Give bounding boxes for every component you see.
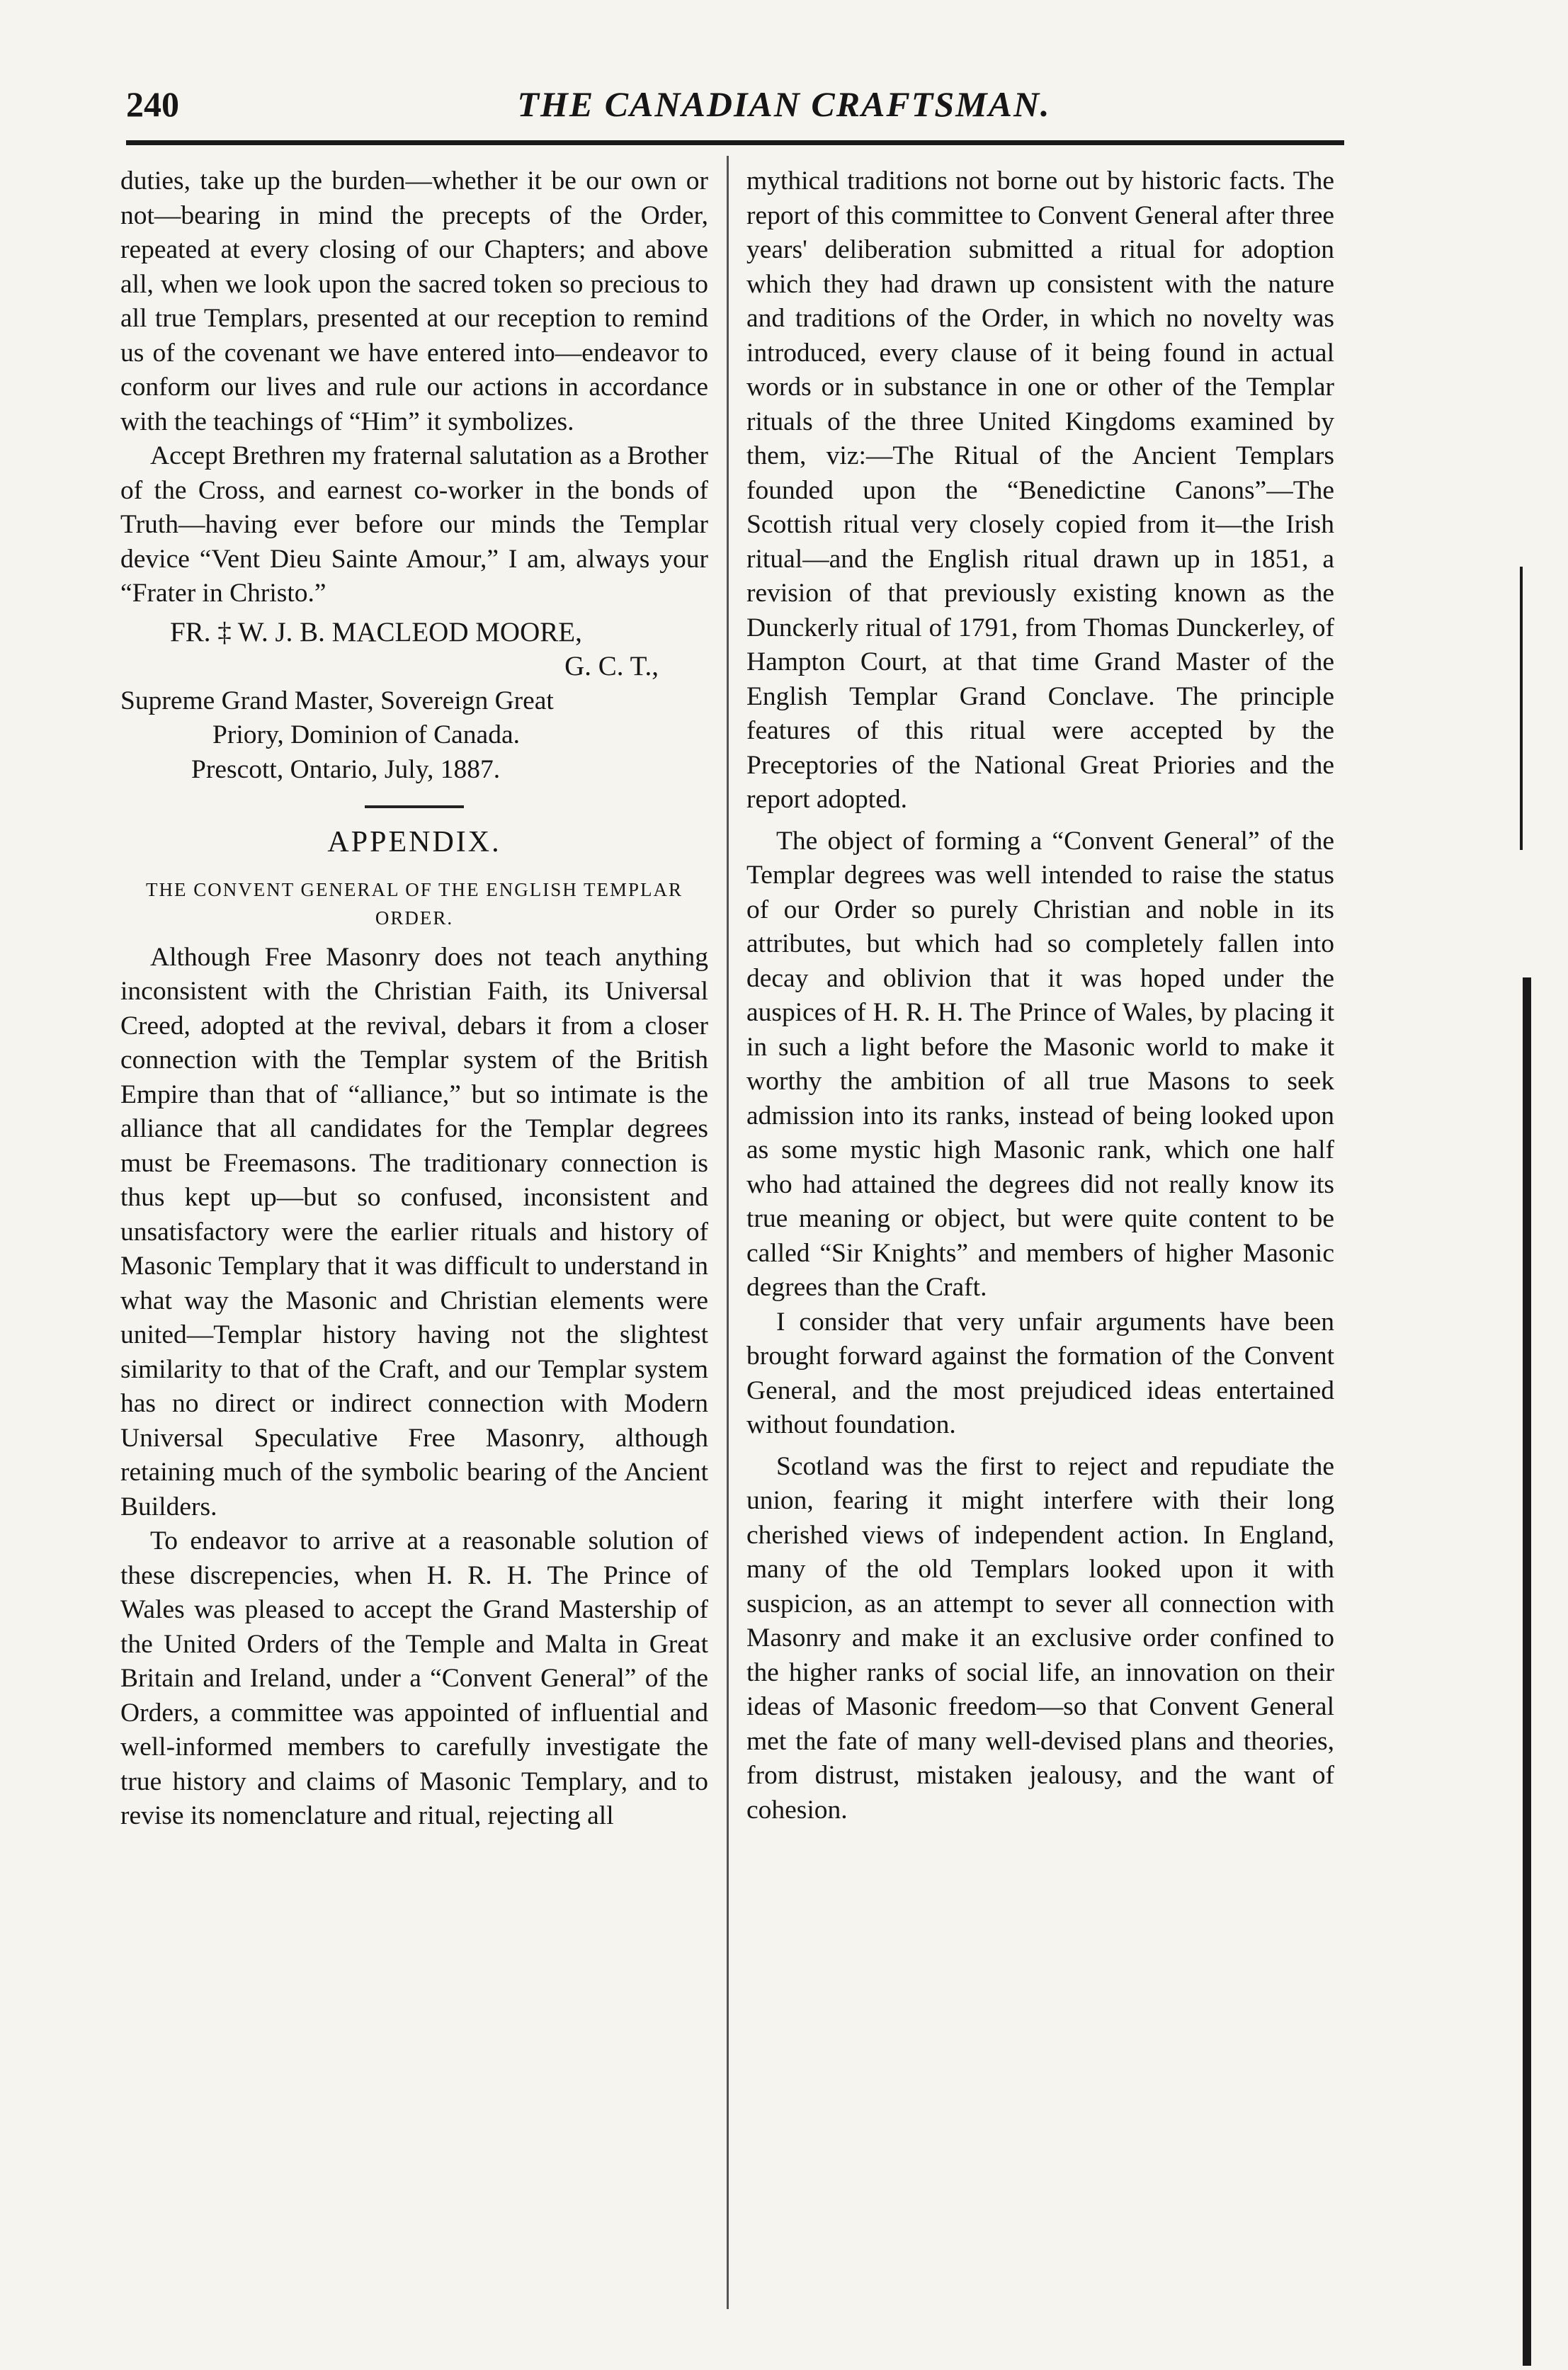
right-edge-scan-mark (1523, 977, 1531, 2366)
section-rule (365, 805, 464, 808)
left-column (120, 164, 708, 1834)
appendix-subtitle: THE CONVENT GENERAL OF THE ENGLISH TEMPLAR ORDER. (146, 878, 683, 929)
left-paragraph-4: To endeavor to arrive at a reasonable solution of these discrepencies, when H. R. H. The Prince of Wales was pleased to accept the Grand Mastership of the United Orders of the Temple and Malta in Great Britain and Ireland, under a “Convent General” of the Orders, a committee was appointed of influential and well-informed members to carefully investigate the true history and claims of Masonic Templary, and to revise its nomenclature and ritual, rejecting all (120, 1526, 708, 1830)
signature-title: G. C. T., (564, 651, 659, 681)
left-paragraph-3: Although Free Masonry does not teach anything inconsistent with the Christian Faith, its Universal Creed, adopted at the revival, debars it from a closer connection with the Templar system of the British Empire than that of “alliance,” but so intimate is the alliance that all candidates for the Templar degrees must be Freemasons. The traditionary connection is thus kept up—but so confused, inconsistent and unsatisfactory were the earlier rituals and history of Masonic Templary that it was difficult to understand in what way the Masonic and Christian elements were united—Templar history having not the slightest similarity to that of the Craft, and our Templar system has no direct or indirect connection with Modern Universal Speculative Free Masonry, although retaining much of the symbolic bearing of the Ancient Builders. (120, 942, 708, 1521)
signature-name: FR. ‡ W. J. B. MACLEOD MOORE, (170, 616, 582, 647)
right-paragraph-2: The object of forming a “Convent General” of the Templar degrees was well intended to raise the status of our Order so purely Christian and noble in its attributes, but which had so completely fallen into decay and oblivion that it was hoped under the auspices of H. R. H. The Prince of Wales, by placing it in such a light before the Masonic world to make it worthy the ambition of all true Masons to seek admission into its ranks, instead of being looked upon as some mystic high Masonic rank, which one half who had attained the degrees did not really know its true meaning or object, but were quite content to be called “Sir Knights” and members of higher Masonic degrees than the Craft. (746, 826, 1334, 1302)
right-paragraph-1: mythical traditions not borne out by historic facts. The report of this committee to Convent General after three years' deliberation submitted a ritual for adoption which they had drawn up consistent with the nature and traditions of the Order, in which no novelty was introduced, every clause of it being found in actual words or in substance in one or other of the Templar rituals of the three United Kingdoms examined by them, viz:—The Ritual of the Ancient Templars founded upon the “Benedictine Canons”—The Scottish ritual very closely copied from it—the Irish ritual—and the English ritual drawn up in 1851, a revision of that previously existing known as the Dunckerly ritual of 1791, from Thomas Dunckerley, of Hampton Court, at that time Grand Master of the English Templar Grand Conclave. The principle features of this ritual were accepted by the Preceptories of the National Great Priories and the report adopted. (746, 166, 1334, 814)
header-rule (126, 140, 1344, 145)
right-column (746, 164, 1334, 1827)
signature-office-line-2: Priory, Dominion of Canada. (212, 720, 520, 749)
signature-block (120, 616, 708, 788)
page-number: 240 (126, 84, 179, 124)
appendix-title: APPENDIX. (327, 826, 501, 858)
signature-place-date: Prescott, Ontario, July, 1887. (191, 754, 501, 784)
right-paragraph-3: I consider that very unfair arguments have been brought forward against the formation of the Convent General, and the most prejudiced ideas entertained without foundation. (746, 1307, 1334, 1439)
signature-office-line-1: Supreme Grand Master, Sovereign Great (120, 686, 554, 715)
left-paragraph-2: Accept Brethren my fraternal salutation as a Brother of the Cross, and earnest co-worker in the bonds of Truth—having ever before our minds the Templar device “Vent Dieu Sainte Amour,” I am, always your “Frater in Christo.” (120, 441, 708, 608)
right-paragraph-4: Scotland was the first to reject and repudiate the union, fearing it might interfere with their long cherished views of independent action. In England, many of the old Templars looked upon it with suspicion, as an attempt to sever all connection with Masonry and make it an exclusive order confined to the higher ranks of social life, an innovation on their ideas of Masonic freedom—so that Convent General met the fate of many well-devised plans and theories, from distrust, mistaken jealousy, and the want of cohesion. (746, 1451, 1334, 1825)
running-title: THE CANADIAN CRAFTSMAN. (517, 84, 1051, 124)
right-edge-scan-mark-upper (1520, 567, 1523, 850)
column-divider (727, 156, 729, 2309)
left-paragraph-1: duties, take up the burden—whether it be our own or not—bearing in mind the precepts of the Order, repeated at every closing of our Chapters; and above all, when we look upon the sacred token so precious to all true Templars, presented at our reception to remind us of the covenant we have entered into—endeavor to conform our lives and rule our actions in accordance with the teachings of “Him” it symbolizes. (120, 166, 708, 436)
